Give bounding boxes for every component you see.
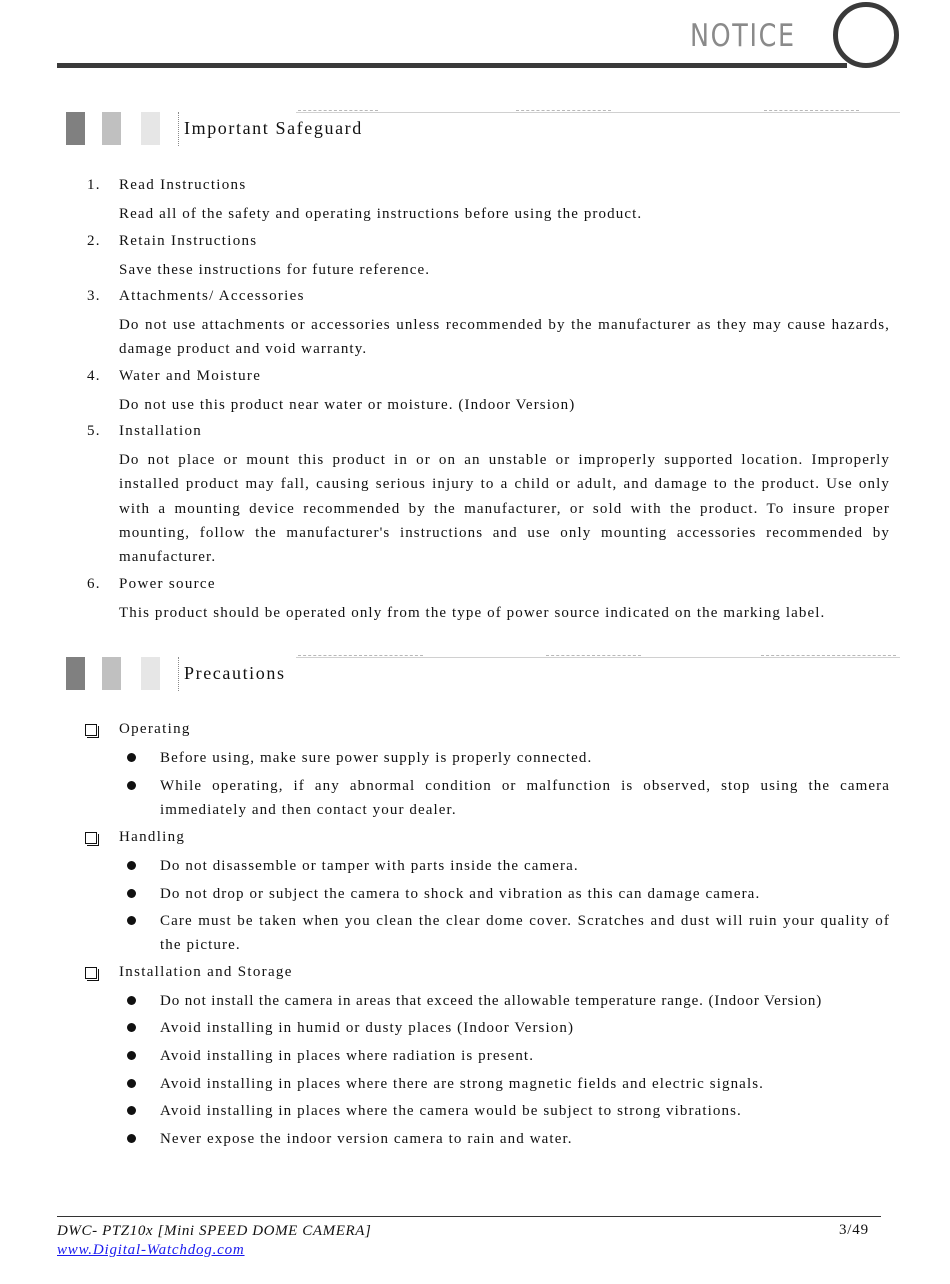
bullet-text: Do not install the camera in areas that exceed the allowable temperature range. (Indoor Version) [160, 993, 823, 1009]
section-rule-dots [298, 110, 378, 111]
bullet-icon [127, 1023, 136, 1032]
bullet-icon [127, 1079, 136, 1088]
bullet-icon [127, 1106, 136, 1115]
checkbox-bullet-icon [85, 967, 97, 979]
bullet-icon [127, 916, 136, 925]
group-heading-handling: Handling [119, 829, 186, 845]
bullet-icon [127, 1134, 136, 1143]
bullet-text: Avoid installing in humid or dusty places (Indoor Version) [160, 1020, 575, 1036]
section-marker-light [141, 112, 160, 145]
item-number: 3. [87, 288, 101, 304]
bullet-text: Do not disassemble or tamper with parts inside the camera. [160, 858, 579, 874]
item-text: Do not use attachments or accessories unless recommended by the manufacturer as they may cause hazards, damage product and void warranty. [119, 317, 890, 358]
section-rule-dots [761, 655, 896, 656]
footer-model-name: DWC- PTZ10x [Mini SPEED DOME CAMERA] [57, 1223, 372, 1239]
item-number: 6. [87, 576, 101, 592]
checkbox-bullet-icon [85, 724, 97, 736]
item-text: Read all of the safety and operating instructions before using the product. [119, 206, 643, 222]
item-text: Do not place or mount this product in or on an unstable or improperly supported location. Improperly installed product may fall, causing serious injury to a child or adult, and damage to the product. Use only with a mounting device recommended by the manufacturer, or sold with the product. To insure proper mounting, follow the manufacturer's instructions and use only mounting accessories recommended by manufacturer. [119, 452, 890, 566]
page-number: 3/49 [839, 1222, 869, 1238]
section-marker-dark [66, 657, 85, 690]
header-circle-ornament [833, 2, 899, 68]
bullet-icon [127, 781, 136, 790]
bullet-icon [127, 753, 136, 762]
item-heading-retain-instructions: Retain Instructions [119, 233, 258, 249]
group-heading-operating: Operating [119, 721, 191, 737]
header-rule [57, 63, 847, 68]
bullet-icon [127, 996, 136, 1005]
section-title-precautions: Precautions [184, 663, 286, 683]
item-heading-read-instructions: Read Instructions [119, 177, 247, 193]
item-number: 4. [87, 368, 101, 384]
section-marker-mid [102, 112, 121, 145]
section-rule-dots [764, 110, 859, 111]
section-marker-dark [66, 112, 85, 145]
bullet-text: While operating, if any abnormal condition or malfunction is observed, stop using the camera immediately and then contact your dealer. [160, 778, 890, 819]
page-heading: NOTICE [690, 18, 796, 54]
section-marker-mid [102, 657, 121, 690]
section-rule-dots [546, 655, 641, 656]
section-marker-light [141, 657, 160, 690]
bullet-text: Never expose the indoor version camera to rain and water. [160, 1131, 573, 1147]
section-title-safeguard: Important Safeguard [184, 118, 363, 138]
section-header-safeguard [66, 112, 900, 148]
bullet-text: Care must be taken when you clean the clear dome cover. Scratches and dust will ruin your quality of the picture. [160, 913, 890, 954]
item-text: This product should be operated only from the type of power source indicated on the marking label. [119, 605, 826, 621]
bullet-icon [127, 861, 136, 870]
bullet-text: Before using, make sure power supply is properly connected. [160, 750, 593, 766]
item-number: 1. [87, 177, 101, 193]
footer-rule [57, 1216, 881, 1217]
footer-website-link[interactable]: www.Digital-Watchdog.com [57, 1242, 245, 1258]
bullet-icon [127, 889, 136, 898]
bullet-text: Avoid installing in places where radiation is present. [160, 1048, 535, 1064]
bullet-text: Avoid installing in places where the camera would be subject to strong vibrations. [160, 1103, 742, 1119]
section-rule [296, 112, 900, 113]
item-heading-power-source: Power source [119, 576, 216, 592]
checkbox-bullet-icon [85, 832, 97, 844]
section-divider [178, 657, 179, 691]
item-number: 5. [87, 423, 101, 439]
item-heading-attachments: Attachments/ Accessories [119, 288, 305, 304]
section-divider [178, 112, 179, 146]
item-heading-installation: Installation [119, 423, 203, 439]
section-rule [296, 657, 900, 658]
bullet-icon [127, 1051, 136, 1060]
item-heading-water-moisture: Water and Moisture [119, 368, 262, 384]
item-number: 2. [87, 233, 101, 249]
item-text: Save these instructions for future reference. [119, 262, 431, 278]
bullet-text: Do not drop or subject the camera to shock and vibration as this can damage camera. [160, 886, 761, 902]
item-text: Do not use this product near water or moisture. (Indoor Version) [119, 397, 576, 413]
section-header-precautions [66, 657, 900, 693]
bullet-text: Avoid installing in places where there are strong magnetic fields and electric signals. [160, 1076, 764, 1092]
section-rule-dots [516, 110, 611, 111]
section-rule-dots [298, 655, 423, 656]
group-heading-installation-storage: Installation and Storage [119, 964, 293, 980]
